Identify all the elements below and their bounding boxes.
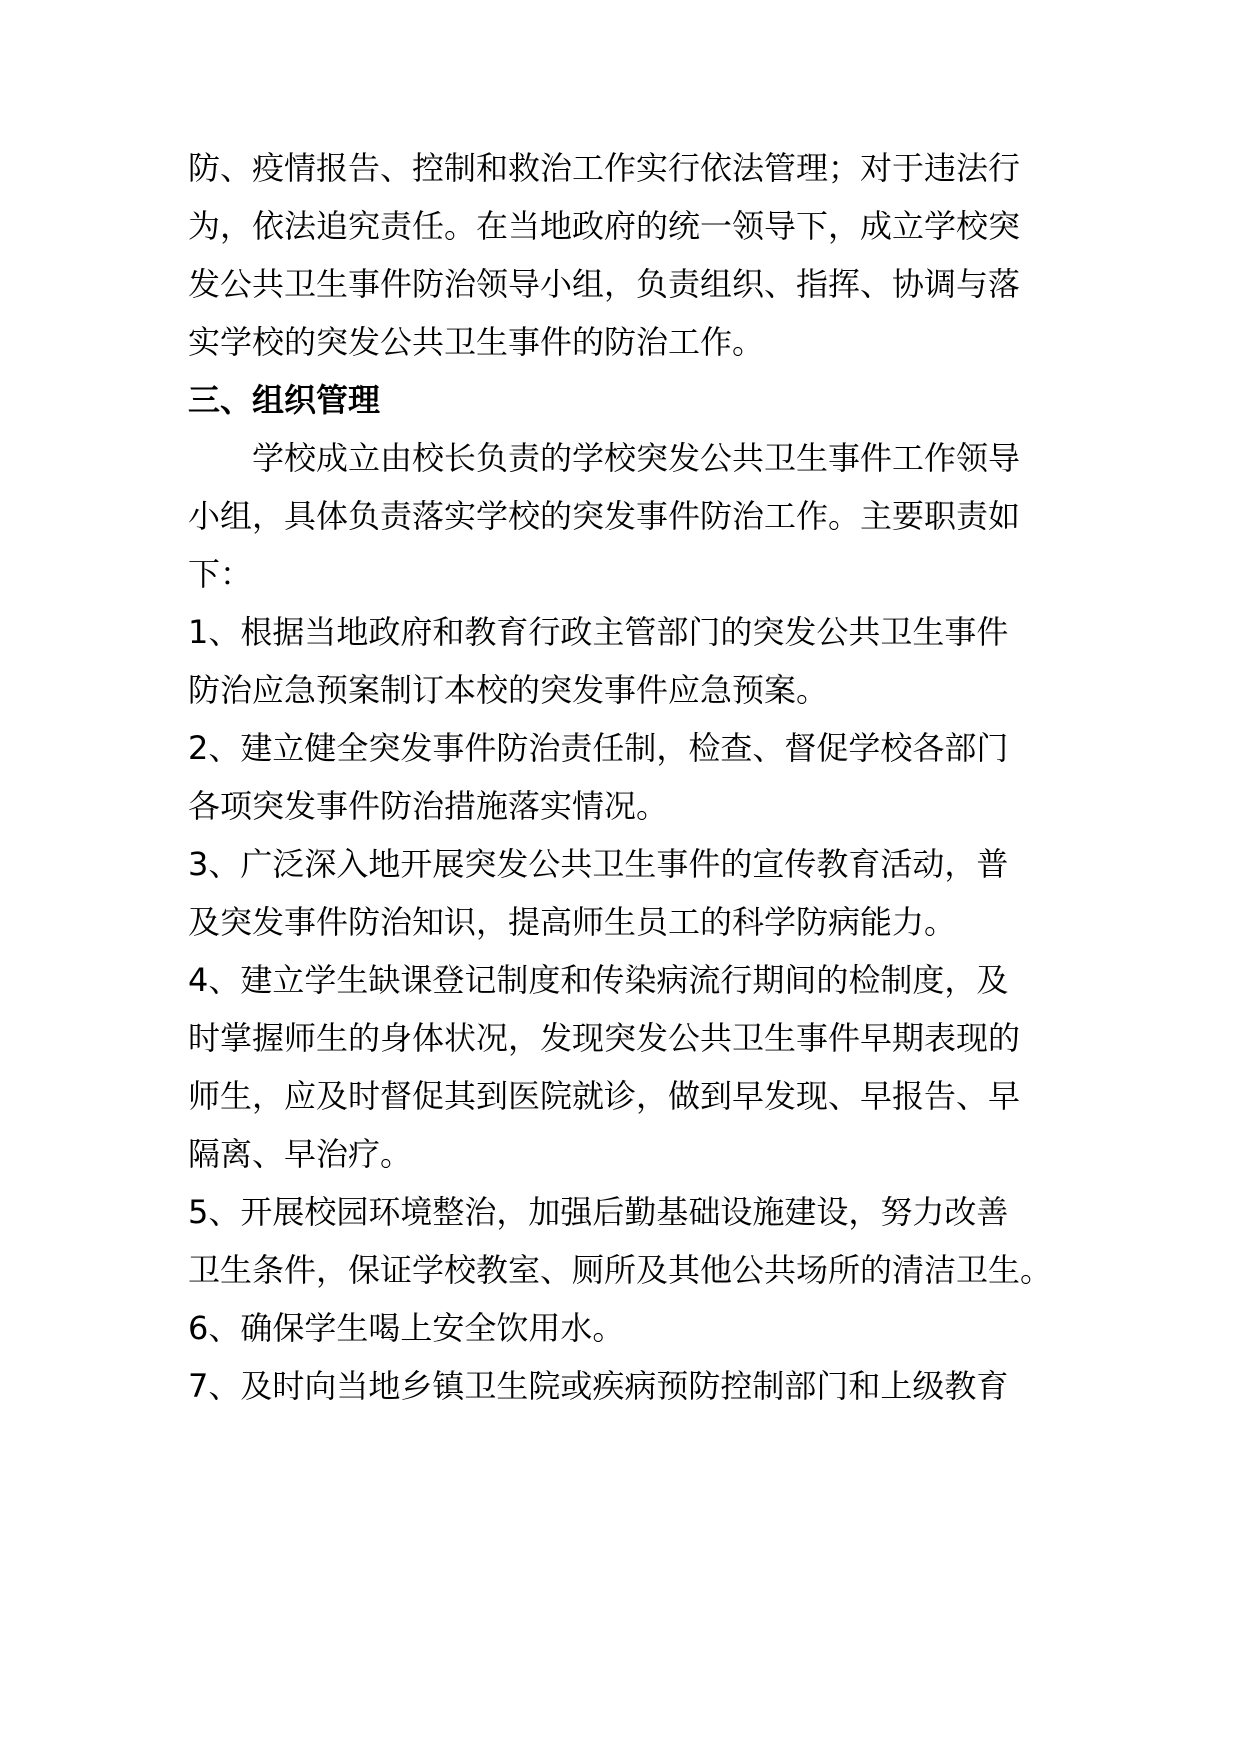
list-item-line: 1、根据当地政府和教育行政主管部门的突发公共卫生事件 xyxy=(188,613,1009,651)
text-line: 小组，具体负责落实学校的突发事件防治工作。主要职责如 xyxy=(188,497,1021,535)
list-item-line: 7、及时向当地乡镇卫生院或疾病预防控制部门和上级教育 xyxy=(188,1367,1009,1405)
list-item-line: 6、确保学生喝上安全饮用水。 xyxy=(188,1309,625,1347)
list-item-line: 4、建立学生缺课登记制度和传染病流行期间的检制度，及 xyxy=(188,961,1009,999)
list-item-line: 5、开展校园环境整治，加强后勤基础设施建设，努力改善 xyxy=(188,1193,1009,1231)
list-item-line: 卫生条件，保证学校教室、厕所及其他公共场所的清洁卫生。 xyxy=(188,1251,1053,1289)
paragraph-first-line: 学校成立由校长负责的学校突发公共卫生事件工作领导 xyxy=(252,439,1021,477)
list-item-line: 及突发事件防治知识，提高师生员工的科学防病能力。 xyxy=(188,903,957,941)
list-item-line: 2、建立健全突发事件防治责任制，检查、督促学校各部门 xyxy=(188,729,1009,767)
list-item-line: 防治应急预案制订本校的突发事件应急预案。 xyxy=(188,671,829,709)
list-item-line: 3、广泛深入地开展突发公共卫生事件的宣传教育活动，普 xyxy=(188,845,1009,883)
section-heading: 三、组织管理 xyxy=(188,381,381,419)
list-item-line: 师生，应及时督促其到医院就诊，做到早发现、早报告、早 xyxy=(188,1077,1021,1115)
list-item-line: 各项突发事件防治措施落实情况。 xyxy=(188,787,669,825)
text-line: 发公共卫生事件防治领导小组，负责组织、指挥、协调与落 xyxy=(188,265,1021,303)
list-item-line: 隔离、早治疗。 xyxy=(188,1135,413,1173)
list-item-line: 时掌握师生的身体状况，发现突发公共卫生事件早期表现的 xyxy=(188,1019,1021,1057)
text-line: 实学校的突发公共卫生事件的防治工作。 xyxy=(188,323,765,361)
text-line: 下： xyxy=(188,555,253,593)
text-line: 为，依法追究责任。在当地政府的统一领导下，成立学校突 xyxy=(188,207,1021,245)
text-line: 防、疫情报告、控制和救治工作实行依法管理；对于违法行 xyxy=(188,149,1021,187)
